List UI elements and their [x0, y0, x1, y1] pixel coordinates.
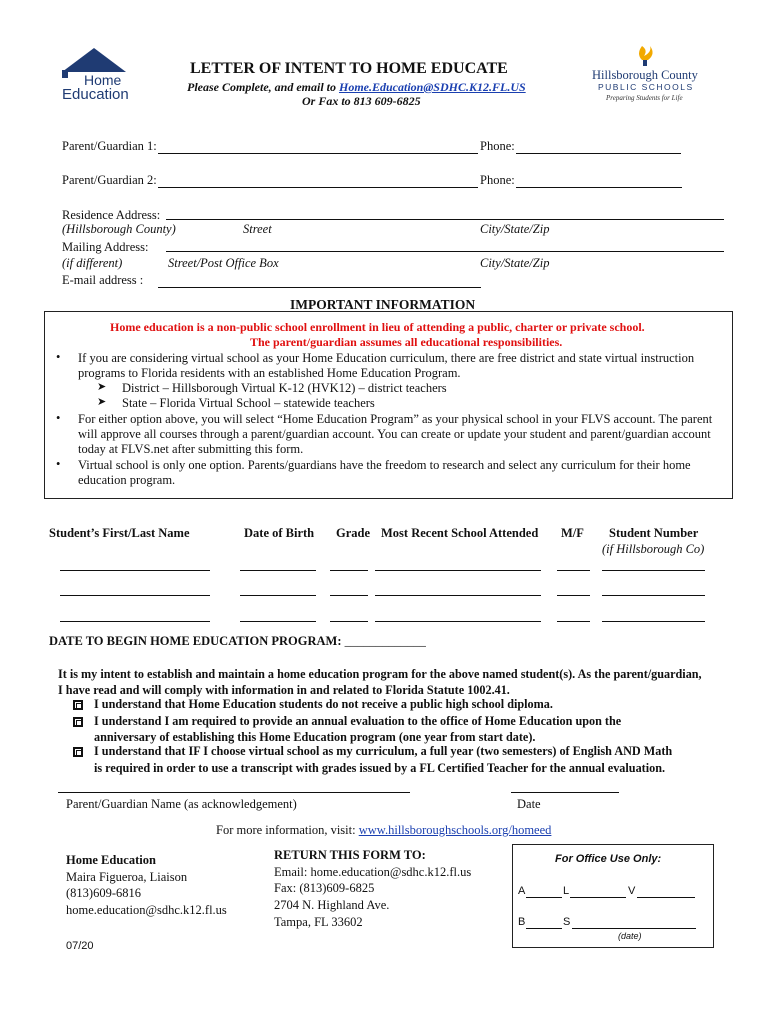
return-fax: Fax: (813)609-6825 [274, 881, 375, 895]
bullet2-line2: will approve all courses through a parent/guardian account. You can create or update your student and parent/guardian account [78, 427, 711, 441]
home-education-logo [56, 44, 132, 108]
parent-name-signature-field[interactable] [58, 792, 410, 793]
contact-title: Home Education [66, 853, 156, 867]
acknowledge-text-3-line2: is required in order to use a transcript with grades issued by a FL Certified Teacher for the annual evaluation. [94, 761, 666, 775]
bullet-icon: • [56, 350, 61, 364]
acknowledge-checkbox-1[interactable] [73, 700, 83, 710]
torch-icon [630, 44, 660, 68]
important-red-line2: The parent/guardian assumes all educational responsibilities. [250, 335, 563, 349]
col-header-name: Student’s First/Last Name [49, 526, 190, 540]
residence-note: (Hillsborough County) [62, 222, 176, 236]
page-title: LETTER OF INTENT TO HOME EDUCATE [190, 60, 508, 77]
col-header-mf: M/F [561, 526, 584, 540]
office-s-label: S [563, 916, 571, 928]
col-header-grade: Grade [336, 526, 371, 540]
col-header-student-number-note: (if Hillsborough Co) [602, 542, 705, 556]
mailing-label: Mailing Address: [62, 240, 149, 254]
office-l-field[interactable] [570, 897, 626, 898]
bullet-icon: • [56, 457, 61, 471]
arrow-bullet-icon: ➤ [97, 381, 107, 393]
parent-name-label: Parent/Guardian Name (as acknowledgement) [66, 797, 297, 811]
return-city: Tampa, FL 33602 [274, 915, 363, 929]
begin-date-line [49, 634, 426, 649]
logo-text-tagline: Preparing Students for Life [606, 94, 683, 102]
begin-date-label: DATE TO BEGIN HOME EDUCATION PROGRAM: [49, 634, 342, 648]
office-a-label: A [518, 885, 526, 897]
acknowledge-checkbox-2[interactable] [73, 717, 83, 727]
version-label: 07/20 [66, 940, 94, 952]
residence-field[interactable] [166, 219, 724, 220]
sub-bullet-district: District – Hillsborough Virtual K-12 (HVK12) – district teachers [122, 381, 447, 395]
office-v-label: V [628, 885, 636, 897]
student-number-field[interactable] [602, 595, 705, 596]
intent-line1: It is my intent to establish and maintain a home education program for the above named student(s). As the parent/guardian, [58, 667, 702, 681]
city-state-zip-label: City/State/Zip [480, 222, 550, 236]
fax-line: Or Fax to 813 609-6825 [302, 94, 421, 108]
col-header-school: Most Recent School Attended [381, 526, 539, 540]
bullet-icon: • [56, 411, 61, 425]
grade-field[interactable] [330, 595, 368, 596]
grade-field[interactable] [330, 570, 368, 571]
logo-text-home: Home [84, 72, 122, 88]
student-name-field[interactable] [60, 595, 210, 596]
phone1-field[interactable] [516, 153, 681, 154]
phone2-field[interactable] [516, 187, 682, 188]
return-street: 2704 N. Highland Ave. [274, 898, 390, 912]
acknowledge-text-2-line2: anniversary of establishing this Home Education program (one year from start date). [94, 730, 536, 744]
school-field[interactable] [375, 570, 541, 571]
logo-text-county: Hillsborough County [592, 68, 698, 82]
date-signature-field[interactable] [511, 792, 619, 793]
important-red-line1: Home education is a non-public school enrollment in lieu of attending a public, charter or private school. [110, 320, 645, 334]
return-email: Email: home.education@sdhc.k12.fl.us [274, 865, 472, 879]
school-field[interactable] [375, 621, 541, 622]
acknowledge-text-2-line1: I understand I am required to provide an annual evaluation to the office of Home Education upon the [94, 714, 622, 728]
logo-text-education: Education [62, 86, 129, 103]
col-header-student-number: Student Number [609, 526, 699, 540]
student-number-field[interactable] [602, 570, 705, 571]
parent2-field[interactable] [158, 187, 478, 188]
begin-date-field[interactable]: _____________ [344, 634, 426, 648]
contact-name: Maira Figueroa, Liaison [66, 870, 188, 884]
mailing-note: (if different) [62, 256, 123, 270]
more-info-line [216, 823, 551, 838]
email-link[interactable]: Home.Education@SDHC.K12.FL.US [338, 80, 526, 94]
school-field[interactable] [375, 595, 541, 596]
office-use-title: For Office Use Only: [555, 853, 662, 865]
bullet2-line1: For either option above, you will select “Home Education Program” as your physical school in your FLVS account. The parent [78, 412, 713, 426]
dob-field[interactable] [240, 570, 316, 571]
acknowledge-text-1: I understand that Home Education students do not receive a public high school diploma. [94, 697, 553, 711]
more-info-text: For more information, visit: [216, 823, 359, 837]
return-title: RETURN THIS FORM TO: [274, 848, 426, 862]
acknowledge-text-3-line1: I understand that IF I choose virtual school as my curriculum, a full year (two semesters) of English AND Math [94, 744, 673, 758]
bullet1-line1: If you are considering virtual school as your Home Education curriculum, there are free district and state virtual instruction [78, 351, 695, 365]
mf-field[interactable] [557, 621, 590, 622]
office-b-label: B [518, 916, 526, 928]
homeed-website-link[interactable]: www.hillsboroughschools.org/homeed [358, 823, 552, 837]
contact-email: home.education@sdhc.k12.fl.us [66, 903, 227, 917]
phone1-label: Phone: [480, 139, 515, 153]
contact-phone: (813)609-6816 [66, 886, 141, 900]
col-header-dob: Date of Birth [244, 526, 315, 540]
mailing-field[interactable] [166, 251, 724, 252]
office-l-label: L [563, 885, 570, 897]
date-label: Date [517, 797, 541, 811]
mf-field[interactable] [557, 570, 590, 571]
arrow-bullet-icon: ➤ [97, 396, 107, 408]
mf-field[interactable] [557, 595, 590, 596]
intent-line2: I have read and will comply with information in and related to Florida Statute 1002.41. [58, 683, 510, 697]
office-a-field[interactable] [526, 897, 562, 898]
office-b-field[interactable] [526, 928, 562, 929]
grade-field[interactable] [330, 621, 368, 622]
instruction-text: Please Complete, and email to [187, 80, 339, 94]
residence-label: Residence Address: [62, 208, 161, 222]
bullet3-line2: education program. [78, 473, 176, 487]
dob-field[interactable] [240, 621, 316, 622]
instruction-line [187, 80, 526, 95]
student-name-field[interactable] [60, 621, 210, 622]
hillsborough-logo [592, 44, 702, 104]
parent1-field[interactable] [158, 153, 478, 154]
street-label: Street [243, 222, 272, 236]
bullet3-line1: Virtual school is only one option. Parents/guardians have the freedom to research and select any curriculum for their home [78, 458, 691, 472]
acknowledge-checkbox-3[interactable] [73, 747, 83, 757]
parent2-label: Parent/Guardian 2: [62, 173, 157, 187]
dob-field[interactable] [240, 595, 316, 596]
office-s-field[interactable] [572, 928, 696, 929]
important-heading: IMPORTANT INFORMATION [290, 297, 476, 312]
parent1-label: Parent/Guardian 1: [62, 139, 157, 153]
phone2-label: Phone: [480, 173, 515, 187]
student-number-field[interactable] [602, 621, 705, 622]
student-name-field[interactable] [60, 570, 210, 571]
mailing-city-state-zip-label: City/State/Zip [480, 256, 550, 270]
email-label: E-mail address : [62, 273, 144, 287]
office-v-field[interactable] [637, 897, 695, 898]
logo-text-public-schools: PUBLIC SCHOOLS [598, 82, 694, 92]
office-date-label: (date) [618, 931, 642, 941]
street-po-label: Street/Post Office Box [168, 256, 279, 270]
email-field[interactable] [158, 287, 481, 288]
bullet2-line3: today at FLVS.net after submitting this form. [78, 442, 304, 456]
sub-bullet-state: State – Florida Virtual School – statewide teachers [122, 396, 375, 410]
bullet1-line2: programs to Florida residents with an established Home Education Program. [78, 366, 461, 380]
